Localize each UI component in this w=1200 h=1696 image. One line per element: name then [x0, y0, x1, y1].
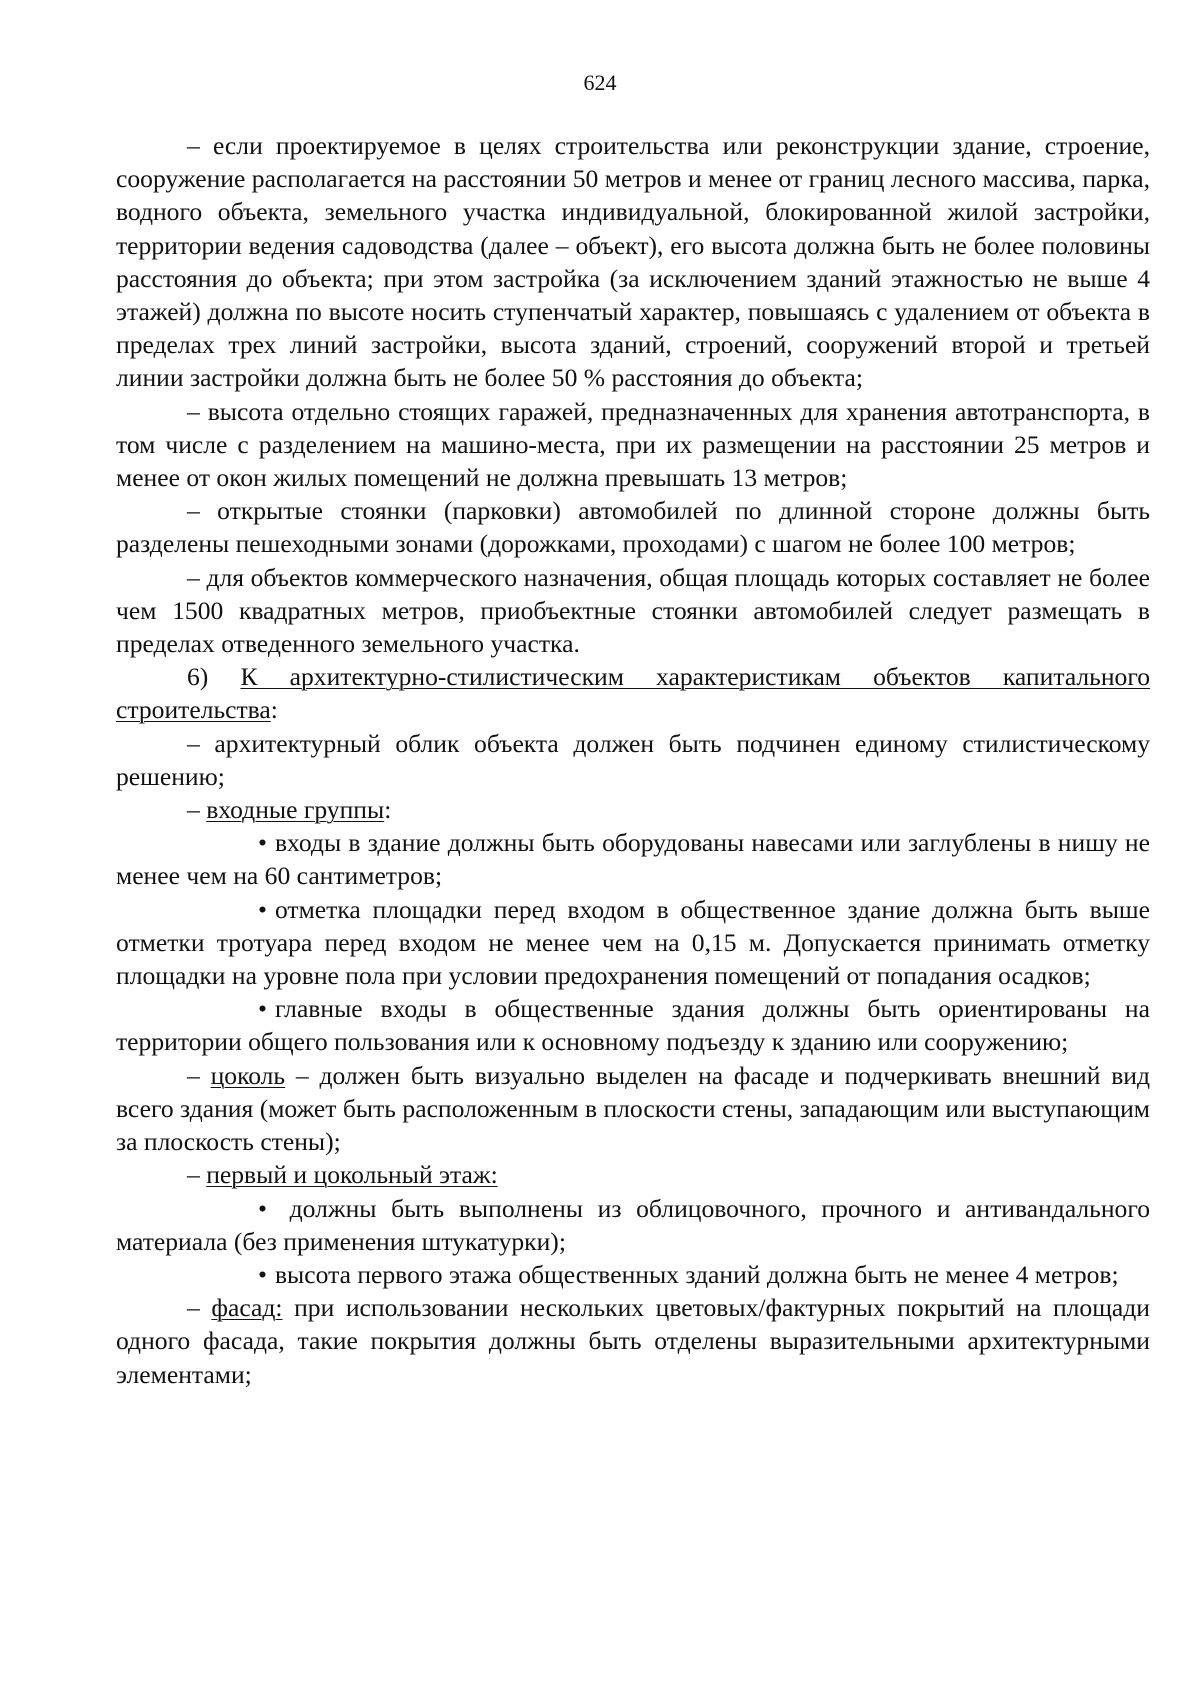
paragraph-lead: – — [187, 1160, 207, 1190]
bullet-item-3 — [116, 992, 1150, 1058]
paragraph-text: архитектурный облик объекта должен быть подчинен единому стилистическому решению; — [116, 728, 1150, 791]
subheading-entrance-groups — [116, 793, 1150, 826]
bullet-icon: • — [258, 828, 267, 858]
subheading-title: первый и цокольный этаж: — [206, 1160, 498, 1190]
bullet-icon: • — [258, 1193, 267, 1223]
paragraph-underlined: цоколь — [210, 1060, 286, 1090]
paragraph-text: высота отдельно стоящих гаражей, предназначенных для хранения автотранспорта, в том числе с разделением на машино-места, при их размещении на расстоянии 25 метров и менее от окон жилых помещений не должна превышать 13 метров; — [116, 396, 1150, 493]
paragraph-facade — [116, 1291, 1150, 1391]
paragraph-4 — [116, 561, 1150, 661]
paragraph-lead: – — [187, 396, 208, 426]
paragraph-6 — [116, 727, 1150, 793]
paragraph-text: : — [384, 795, 392, 825]
paragraph-lead: – — [187, 1293, 212, 1323]
page-number: 624 — [583, 70, 617, 95]
paragraph-text: отметка площадки перед входом в общественное здание должна быть выше отметки тротуара перед входом не менее чем на 0,15 м. Допускается принимать отметку площадки на уровне пола при условии предохранения помещений от попадания осадков; — [116, 894, 1150, 991]
paragraph-text: при использовании нескольких цветовых/фактурных покрытий на площади одного фасада, такие покрытия должны быть отделены выразительными архитектурными элементами; — [116, 1293, 1150, 1389]
section-title: К архитектурно-стилистическим характеристикам объектов капитального строительства — [116, 662, 1150, 725]
paragraph-text: для объектов коммерческого назначения, общая площадь которых составляет не более чем 1500 квадратных метров, приобъектные стоянки автомобилей следует размещать в пределах отведенного земельного участка. — [116, 562, 1150, 659]
section-heading-6 — [116, 660, 1150, 726]
bullet-item-4 — [116, 1192, 1150, 1258]
bullet-item-5 — [116, 1258, 1150, 1291]
paragraph-text: – должен быть визуально выделен на фасаде и подчеркивать внешний вид всего здания (может быть расположенным в плоскости стены, западающим или выступающим за плоскость стены); — [116, 1060, 1151, 1157]
paragraph-text: входы в здание должны быть оборудованы навесами или заглублены в нишу не менее чем на 60 сантиметров; — [116, 828, 1150, 891]
bullet-icon: • — [258, 994, 267, 1024]
paragraph-underlined: фасад: — [211, 1293, 283, 1323]
paragraph-text: главные входы в общественные здания должны быть ориентированы на территории общего пользования или к основному подъезду к зданию или сооружению; — [116, 994, 1150, 1057]
paragraph-lead: – — [187, 1060, 211, 1090]
paragraph-1 — [116, 129, 1150, 395]
subheading-first-floor — [116, 1158, 1150, 1191]
paragraph-lead: – — [187, 496, 218, 526]
paragraph-text: если проектируемое в целях строительства или реконструкции здание, строение, сооружение располагается на расстоянии 50 метров и менее от границ лесного массива, парка, водного объекта, земельного участка индивидуальной, блокированной жилой застройки, территории ведения садоводства (далее – объект), его высота должна быть не более половины расстояния до объекта; при этом застройка (за исключением зданий этажностью не выше 4 этажей) должна по высоте носить ступенчатый характер, повышаясь с удалением от объекта в пределах трех линий застройки, высота зданий, строений, сооружений второй и третьей линии застройки должна быть не более 50 % расстояния до объекта; — [116, 131, 1150, 393]
paragraph-lead: – — [187, 131, 213, 160]
paragraph-text: должны быть выполнены из облицовочного, прочного и антивандального материала (без применения штукатурки); — [116, 1193, 1150, 1256]
subheading-title: входные группы — [206, 795, 385, 825]
bullet-item-1 — [116, 826, 1150, 892]
paragraph-3 — [116, 494, 1150, 560]
paragraph-text: открытые стоянки (парковки) автомобилей по длинной стороне должны быть разделены пешеходными зонами (дорожками, проходами) с шагом не более 100 метров; — [116, 496, 1151, 559]
paragraph-text: высота первого этажа общественных зданий должна быть не менее 4 метров; — [274, 1259, 1119, 1289]
paragraph-lead: – — [187, 795, 207, 825]
bullet-icon: • — [258, 894, 267, 924]
bullet-icon: • — [258, 1259, 267, 1289]
document-body — [116, 129, 1150, 1391]
paragraph-lead: – — [187, 562, 207, 592]
paragraph-2 — [116, 395, 1150, 495]
paragraph-plinth — [116, 1059, 1150, 1159]
section-colon: : — [270, 695, 278, 725]
bullet-item-2 — [116, 893, 1150, 993]
paragraph-lead: – — [187, 728, 215, 758]
section-number: 6) — [187, 662, 241, 692]
